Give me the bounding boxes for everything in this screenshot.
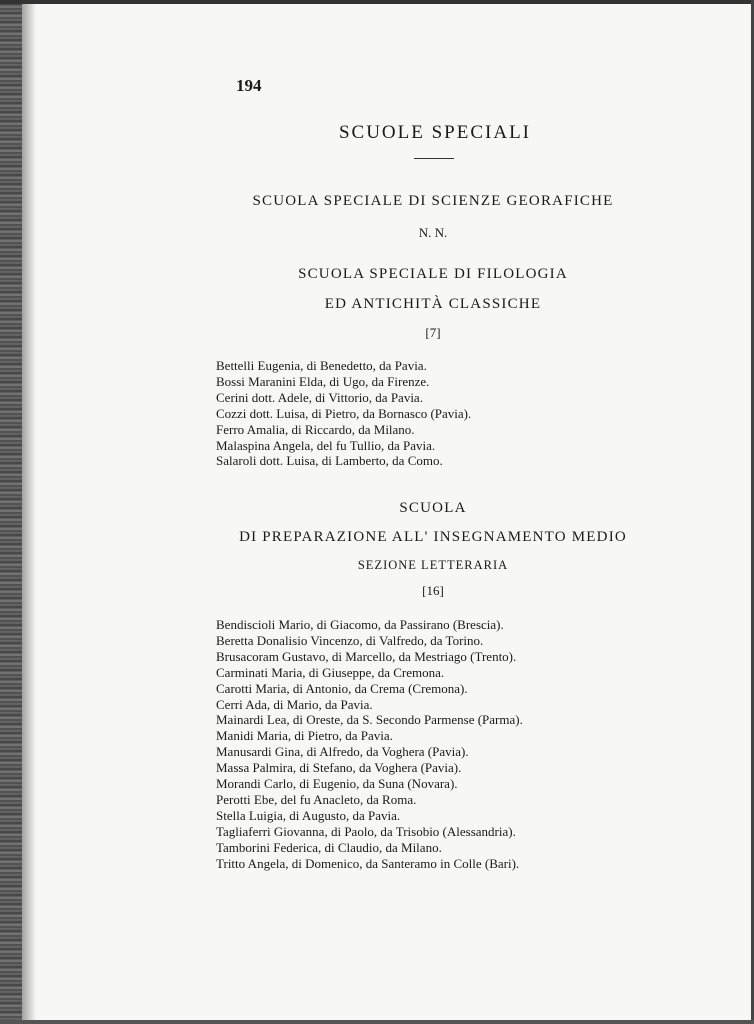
list-item: Perotti Ebe, del fu Anacleto, da Roma. bbox=[216, 791, 417, 807]
list-item: Bossi Maranini Elda, di Ugo, da Firenze. bbox=[216, 373, 430, 389]
page-top-edge bbox=[0, 0, 754, 4]
student-count-letteraria: [16] bbox=[422, 583, 444, 598]
binding-shadow bbox=[22, 0, 36, 1024]
page-title: SCUOLE SPECIALI bbox=[338, 122, 532, 143]
title-divider bbox=[414, 158, 454, 159]
list-item: Bendiscioli Mario, di Giacomo, da Passirano (Brescia). bbox=[216, 617, 504, 632]
section-subtitle-letteraria: SEZIONE LETTERARIA bbox=[357, 558, 509, 572]
list-item: Manusardi Gina, di Alfredo, da Voghera (Pavia). bbox=[216, 744, 469, 760]
page-bottom-edge bbox=[0, 1020, 754, 1024]
list-item: Cozzi dott. Luisa, di Pietro, da Bornasco (Pavia). bbox=[216, 405, 472, 421]
student-list-letteraria bbox=[216, 617, 523, 872]
book-binding-edge bbox=[0, 0, 22, 1024]
student-count-filologia: [7] bbox=[425, 325, 441, 340]
section-heading-filologia-line2: ED ANTICHITÀ CLASSICHE bbox=[324, 296, 542, 312]
list-item: Tritto Angela, di Domenico, da Santeramo in Colle (Bari). bbox=[216, 855, 520, 871]
list-item: Tagliaferri Giovanna, di Paolo, da Trisobio (Alessandria). bbox=[216, 823, 516, 839]
list-item: Beretta Donalisio Vincenzo, di Valfredo, da Torino. bbox=[216, 632, 484, 648]
list-item: Manidi Maria, di Pietro, da Pavia. bbox=[216, 728, 393, 744]
student-list-filologia bbox=[216, 358, 471, 469]
list-item: Stella Luigia, di Augusto, da Pavia. bbox=[216, 807, 401, 823]
section-heading-preparazione: DI PREPARAZIONE ALL' INSEGNAMENTO MEDIO bbox=[239, 529, 627, 545]
list-item: Mainardi Lea, di Oreste, da S. Secondo Parmense (Parma). bbox=[216, 712, 523, 728]
section-subtitle-nn: N. N. bbox=[418, 225, 448, 240]
list-item: Malaspina Angela, del fu Tullio, da Pavia. bbox=[216, 437, 436, 453]
list-item: Morandi Carlo, di Eugenio, da Suna (Novara). bbox=[216, 776, 458, 792]
list-item: Massa Palmira, di Stefano, da Voghera (Pavia). bbox=[216, 760, 462, 776]
list-item: Carminati Maria, di Giuseppe, da Cremona. bbox=[216, 664, 445, 680]
page-number: 194 bbox=[236, 76, 262, 95]
list-item: Tamborini Federica, di Claudio, da Milano. bbox=[216, 839, 442, 855]
list-item: Cerri Ada, di Mario, da Pavia. bbox=[216, 696, 373, 712]
list-item: Bettelli Eugenia, di Benedetto, da Pavia. bbox=[216, 358, 427, 373]
section-heading-filologia-line1: SCUOLA SPECIALE DI FILOLOGIA bbox=[298, 266, 568, 282]
list-item: Salaroli dott. Luisa, di Lamberto, da Como. bbox=[216, 453, 443, 469]
list-item: Carotti Maria, di Antonio, da Crema (Cremona). bbox=[216, 680, 468, 696]
section-heading-geografiche: SCUOLA SPECIALE DI SCIENZE GEORAFICHE bbox=[252, 193, 614, 209]
section-heading-scuola: SCUOLA bbox=[399, 500, 467, 516]
list-item: Cerini dott. Adele, di Vittorio, da Pavia. bbox=[216, 389, 423, 405]
list-item: Ferro Amalia, di Riccardo, da Milano. bbox=[216, 421, 415, 437]
list-item: Brusacoram Gustavo, di Marcello, da Mestriago (Trento). bbox=[216, 648, 517, 664]
